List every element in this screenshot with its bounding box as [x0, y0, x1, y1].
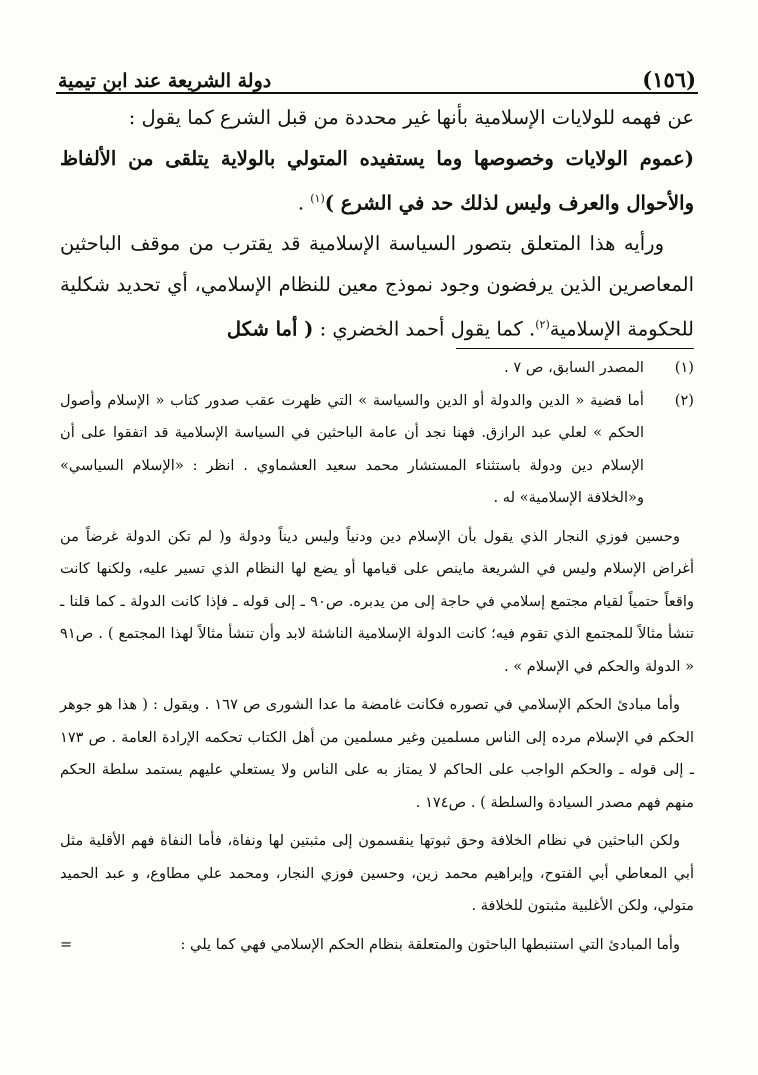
footnote-paragraph-c: ولكن الباحثين في نظام الخلافة وحق ثبوتها ينقسمون إلى مثبتين لها ونفاة، فأما النفاة فهم الأقلية مثل أبي المعاطي أبي الفتوح، وإبراهيم محمد زين، وحسين فوزي النجار، ومحمد علي مطاوع، و عبد الحميد متولي، ولكن الأغلبية مثبتون للخلافة . — [60, 832, 694, 914]
footnote-ref-2: (٢) — [535, 318, 550, 331]
footnote-rule — [456, 348, 694, 349]
para2-bold: ( أما شكل — [226, 317, 314, 341]
para2-end: . كما يقول أحمد الخضري : — [313, 317, 536, 341]
footnote-paragraph-d — [60, 929, 694, 962]
quote-text: (عموم الولايات وخصوصها وما يستفيده المتولي بالولاية يتلقى من الألفاظ والأحوال والعرف وليس لذلك حد في الشرع ) — [60, 146, 694, 215]
main-text — [60, 98, 694, 350]
quote-end: . — [297, 191, 311, 215]
body-quote — [60, 139, 694, 225]
continuation-mark: = — [60, 935, 73, 953]
footnote-ref-1: (١) — [310, 192, 325, 205]
body-line-1: عن فهمه للولايات الإسلامية بأنها غير محددة من قبل الشرع كما يقول : — [128, 106, 694, 129]
footnote-1 — [60, 352, 694, 385]
footnote-paragraph-a: وحسين فوزي النجار الذي يقول بأن الإسلام دين ودنياً وليس ديناً ودولة و( لم تكن الدولة غرضاً من أغراض الإسلام وليس في الشريعة ماينص على قيامها أو يضع لها النظام الذي تسير عليه، ولكنها كانت واقعاً حتمياً لقيام مجتمع إسلامي في حاجة إلى من يدبره. ص٩٠ ـ إلى قوله ـ فإذا كانت الدولة ـ كما قلنا ـ تنشأ مثالاً للمجتمع الذي تقوم فيه؛ كانت الدولة الإسلامية الناشئة لابد وأن تنشأ مثالاً لهذا المجتمع ) . ص٩١ « الدولة والحكم في الإسلام » . — [60, 527, 695, 675]
page-number: (١٥٦) — [642, 67, 696, 92]
footnote-paragraph-d-text: وأما المبادئ التي استنبطها الباحثون والمتعلقة بنظام الحكم الإسلامي فهي كما يلي : — [180, 935, 680, 953]
footnote-2 — [60, 385, 694, 515]
para2-text: ورأيه هذا المتعلق بتصور السياسة الإسلامية قد يقترب من موقف الباحثين المعاصرين الذين يرفضون وجود نموذج معين للنظام الإسلامي، أي تحديد شكلية للحكومة الإسلامية — [60, 232, 694, 341]
page-header — [58, 46, 696, 92]
footnote-1-text: المصدر السابق، ص ٧ . — [504, 359, 644, 376]
footnote-1-number: (١) — [674, 359, 694, 376]
header-rule — [56, 92, 698, 94]
footnotes — [60, 352, 694, 961]
footnote-2-text: أما قضية « الدين والدولة أو الدين والسياسة » التي ظهرت عقب صدور كتاب « الإسلام وأصول الحكم » لعلي عبد الرازق. فهنا نجد أن عامة الباحثين في السياسة الإسلامية قد اتفقوا على أن الإسلام دين ودولة باستثناء المستشار محمد سعيد العشماوي . انظر : «الإسلام السياسي» و«الخلافة الإسلامية» له . — [60, 391, 644, 506]
footnote-paragraph-b: وأما مبادئ الحكم الإسلامي في تصوره فكانت غامضة ما عدا الشورى ص ١٦٧ . ويقول : ( هذا هو جوهر الحكم في الإسلام مرده إلى الناس مسلمين وغير مسلمين من أهل الكتاب تحكمه الإرادة العامة . ص ١٧٣ ـ إلى قوله ـ والحكم الواجب على الحاكم لا يمتاز به على الناس ولا يستعلي عليهم يستمد سلطة الحكم منهم فهم مصدر السيادة والسلطة ) . ص١٧٤ . — [60, 696, 694, 811]
footnote-2-number: (٢) — [674, 391, 694, 409]
body-paragraph-2 — [60, 224, 694, 350]
running-title: دولة الشريعة عند ابن تيمية — [58, 70, 272, 92]
